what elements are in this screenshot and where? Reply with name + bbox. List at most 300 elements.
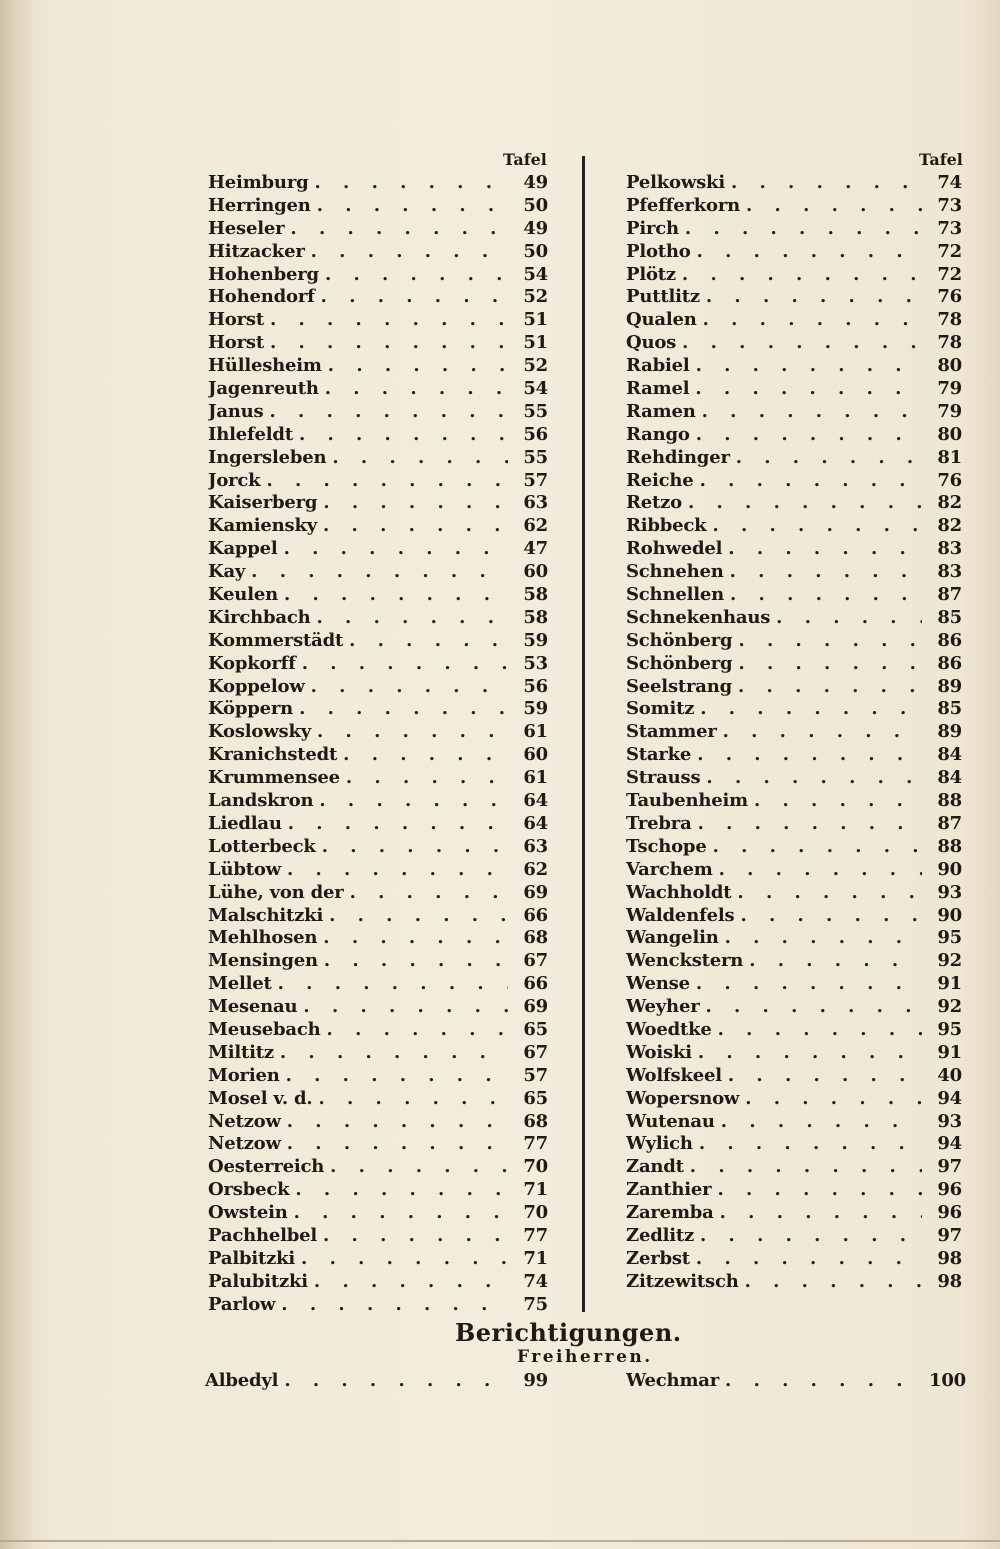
index-entry: [208, 721, 548, 744]
entry-name: Mehlhosen: [208, 927, 318, 949]
entry-name: Taubenheim: [626, 790, 748, 812]
leader-dots: [311, 607, 508, 630]
correction-left: [205, 1370, 548, 1393]
entry-name: Kranichstedt: [208, 744, 338, 766]
index-entry: [626, 1133, 962, 1156]
entry-page: 58: [523, 584, 548, 606]
entry-name: Schnehen: [626, 561, 724, 583]
entry-name: Meusebach: [208, 1018, 321, 1040]
leader-dots: [318, 950, 508, 973]
leader-dots: [322, 355, 508, 378]
leader-dots: [288, 1202, 508, 1225]
index-entry: [208, 950, 548, 973]
leader-dots: [317, 927, 508, 950]
entry-page: 63: [523, 835, 548, 857]
entry-page: 65: [523, 1087, 548, 1109]
index-entry: [626, 492, 962, 515]
index-entry: [626, 973, 962, 996]
entry-page: 78: [937, 332, 962, 354]
index-entry: [208, 470, 548, 493]
correction-right-name: Wechmar: [626, 1370, 720, 1391]
index-entry: [208, 195, 548, 218]
entry-name: Wachholdt: [626, 881, 732, 903]
entry-name: Pirch: [626, 217, 679, 239]
leader-dots: [324, 1156, 508, 1179]
leader-dots: [696, 401, 922, 424]
index-entry: [208, 561, 548, 584]
index-entry: [626, 698, 962, 721]
leader-dots: [700, 767, 922, 790]
entry-page: 95: [937, 1018, 962, 1040]
index-entry: [208, 1225, 548, 1248]
index-entry: [208, 813, 548, 836]
entry-name: Orsbeck: [208, 1179, 290, 1201]
leader-dots: [264, 401, 509, 424]
entry-name: Heseler: [208, 217, 285, 239]
leader-dots: [684, 1156, 922, 1179]
index-entry: [208, 309, 548, 332]
entry-name: Morien: [208, 1064, 280, 1086]
leader-dots: [337, 744, 508, 767]
entry-name: Rabiel: [626, 355, 690, 377]
entry-page: 98: [937, 1247, 962, 1269]
leader-dots: [691, 241, 922, 264]
index-entry: [626, 721, 962, 744]
entry-page: 55: [523, 446, 548, 468]
entry-page: 70: [523, 1202, 548, 1224]
index-entry: [626, 584, 962, 607]
leader-dots: [743, 950, 922, 973]
entry-name: Wense: [626, 973, 690, 995]
entry-name: Ramel: [626, 378, 690, 400]
entry-name: Tschope: [626, 835, 707, 857]
entry-page: 53: [523, 652, 548, 674]
entry-page: 71: [523, 1179, 548, 1201]
index-entry: [626, 630, 962, 653]
entry-name: Zerbst: [626, 1247, 690, 1269]
entry-page: 63: [523, 492, 548, 514]
entry-name: Plotho: [626, 240, 691, 262]
entry-page: 57: [523, 1064, 548, 1086]
entry-name: Hohenberg: [208, 263, 319, 285]
entry-name: Zedlitz: [626, 1224, 694, 1246]
entry-name: Liedlau: [208, 812, 282, 834]
entry-page: 49: [523, 172, 548, 193]
entry-name: Netzow: [208, 1110, 281, 1132]
entry-page: 79: [937, 400, 962, 422]
entry-name: Ihlefeldt: [208, 423, 293, 445]
left-column-header: Tafel: [503, 150, 547, 169]
index-entry: [626, 401, 962, 424]
index-entry: [208, 698, 548, 721]
entry-name: Schnekenhaus: [626, 606, 771, 628]
entry-name: Stammer: [626, 721, 717, 743]
entry-name: Kaiserberg: [208, 492, 318, 514]
entry-name: Lotterbeck: [208, 835, 316, 857]
entry-name: Koppelow: [208, 675, 305, 697]
entry-page: 55: [523, 400, 548, 422]
leader-dots: [305, 241, 508, 264]
index-entry: [626, 1042, 962, 1065]
entry-page: 91: [937, 973, 962, 995]
index-entry: [208, 1248, 548, 1271]
index-entry: [208, 653, 548, 676]
entry-page: 58: [523, 606, 548, 628]
leader-dots: [714, 1202, 922, 1225]
entry-name: Varchem: [626, 858, 713, 880]
index-entry: [626, 515, 962, 538]
entry-page: 98: [937, 1270, 962, 1292]
entry-name: Jagenreuth: [208, 378, 319, 400]
index-entry: [626, 927, 962, 950]
entry-page: 92: [937, 950, 962, 972]
leader-dots: [293, 698, 508, 721]
index-entry: [626, 1088, 962, 1111]
entry-page: 67: [523, 950, 548, 972]
entry-name: Starke: [626, 744, 692, 766]
index-entry: [208, 241, 548, 264]
index-entry: [626, 447, 962, 470]
leader-dots: [693, 1133, 922, 1156]
index-entry: [626, 1179, 962, 1202]
leader-dots: [326, 447, 508, 470]
entry-page: 97: [937, 1156, 962, 1178]
index-entry: [208, 744, 548, 767]
entry-page: 93: [937, 1110, 962, 1132]
leader-dots: [725, 172, 922, 195]
leader-dots: [295, 1248, 508, 1271]
entry-page: 77: [523, 1133, 548, 1155]
entry-page: 52: [523, 286, 548, 308]
entry-name: Horst: [208, 332, 264, 354]
entry-page: 84: [937, 767, 962, 789]
entry-name: Pachhelbel: [208, 1224, 318, 1246]
leader-dots: [313, 790, 508, 813]
entry-page: 87: [937, 584, 962, 606]
leader-dots: [748, 790, 922, 813]
index-entry: [626, 424, 962, 447]
index-entry: [626, 1248, 962, 1271]
entry-name: Mosel v. d.: [208, 1087, 313, 1109]
leader-dots: [308, 1271, 508, 1294]
leader-dots: [317, 515, 508, 538]
index-entry: [626, 538, 962, 561]
leader-dots: [691, 744, 922, 767]
leader-dots: [690, 973, 922, 996]
leader-dots: [312, 1088, 508, 1111]
entry-page: 61: [523, 721, 548, 743]
index-entry: [626, 470, 962, 493]
entry-page: 73: [937, 217, 962, 239]
entry-name: Waldenfels: [626, 904, 735, 926]
entry-name: Owstein: [208, 1202, 288, 1224]
entry-name: Herringen: [208, 194, 311, 216]
entry-page: 64: [523, 790, 548, 812]
index-entry: [626, 1202, 962, 1225]
leader-dots: [260, 470, 508, 493]
entry-name: Wangelin: [626, 927, 719, 949]
entry-name: Puttlitz: [626, 286, 700, 308]
index-entry: [208, 790, 548, 813]
leader-dots: [732, 676, 922, 699]
entry-name: Rango: [626, 423, 690, 445]
entry-page: 81: [937, 446, 962, 468]
leader-dots: [289, 1179, 508, 1202]
entry-page: 54: [523, 263, 548, 285]
entry-page: 72: [937, 263, 962, 285]
leader-dots: [281, 859, 508, 882]
entry-name: Parlow: [208, 1293, 276, 1315]
index-entry: [626, 561, 962, 584]
entry-page: 89: [937, 675, 962, 697]
leader-dots: [740, 195, 922, 218]
index-entry: [208, 378, 548, 401]
entry-page: 50: [523, 240, 548, 262]
entry-name: Oesterreich: [208, 1156, 325, 1178]
index-entry: [626, 241, 962, 264]
leader-dots: [692, 1042, 922, 1065]
index-entry: [208, 1042, 548, 1065]
column-divider: [582, 156, 585, 1312]
entry-page: 57: [523, 469, 548, 491]
leader-dots: [278, 1370, 508, 1393]
index-entry: [208, 355, 548, 378]
index-entry: [626, 836, 962, 859]
leader-dots: [722, 1065, 922, 1088]
leader-dots: [694, 1225, 922, 1248]
leader-dots: [323, 905, 508, 928]
leader-dots: [719, 927, 922, 950]
entry-name: Ribbeck: [626, 515, 707, 537]
leader-dots: [689, 378, 922, 401]
left-index-column: [208, 172, 548, 1317]
index-entry: [208, 264, 548, 287]
entry-name: Wopersnow: [626, 1087, 740, 1109]
leader-dots: [692, 813, 922, 836]
entry-name: Pfefferkorn: [626, 194, 741, 216]
entry-page: 56: [523, 675, 548, 697]
entry-page: 91: [937, 1041, 962, 1063]
entry-name: Landskron: [208, 790, 314, 812]
entry-name: Kirchbach: [208, 606, 311, 628]
entry-name: Woiski: [626, 1041, 692, 1063]
leader-dots: [694, 698, 922, 721]
index-entry: [626, 653, 962, 676]
entry-name: Rehdinger: [626, 446, 730, 468]
leader-dots: [676, 264, 922, 287]
entry-page: 90: [937, 858, 962, 880]
entry-name: Strauss: [626, 767, 701, 789]
book-spine-shadow: [0, 0, 32, 1549]
entry-page: 40: [937, 1064, 962, 1086]
index-entry: [626, 1271, 962, 1294]
entry-name: Ingersleben: [208, 446, 327, 468]
index-entry: [626, 195, 962, 218]
leader-dots: [309, 172, 509, 195]
entry-page: 94: [937, 1133, 962, 1155]
leader-dots: [278, 538, 508, 561]
leader-dots: [706, 515, 922, 538]
entry-name: Palbitzki: [208, 1247, 296, 1269]
entry-name: Trebra: [626, 812, 692, 834]
index-entry: [626, 286, 962, 309]
index-entry: [626, 950, 962, 973]
entry-page: 79: [937, 378, 962, 400]
entry-page: 64: [523, 812, 548, 834]
correction-left-page: 99: [523, 1370, 548, 1391]
entry-page: 60: [523, 744, 548, 766]
entry-page: 88: [937, 835, 962, 857]
leader-dots: [245, 561, 508, 584]
entry-page: 96: [937, 1179, 962, 1201]
entry-page: 68: [523, 927, 548, 949]
entry-name: Woedtke: [626, 1018, 712, 1040]
leader-dots: [315, 286, 508, 309]
leader-dots: [699, 996, 922, 1019]
index-entry: [626, 790, 962, 813]
entry-page: 74: [937, 172, 962, 193]
entry-name: Rohwedel: [626, 538, 723, 560]
leader-dots: [281, 1133, 508, 1156]
index-entry: [208, 218, 548, 241]
entry-page: 80: [937, 423, 962, 445]
entry-name: Lühe, von der: [208, 881, 344, 903]
entry-page: 95: [937, 927, 962, 949]
index-entry: [626, 767, 962, 790]
leader-dots: [274, 1042, 508, 1065]
leader-dots: [707, 836, 922, 859]
entry-page: 80: [937, 355, 962, 377]
entry-name: Reiche: [626, 469, 694, 491]
leader-dots: [340, 767, 508, 790]
entry-page: 88: [937, 790, 962, 812]
index-entry: [626, 1225, 962, 1248]
index-entry: [208, 286, 548, 309]
index-entry: [208, 1294, 548, 1317]
leader-dots: [343, 630, 508, 653]
entry-page: 83: [937, 561, 962, 583]
entry-page: 61: [523, 767, 548, 789]
entry-name: Zandt: [626, 1156, 684, 1178]
entry-name: Wenckstern: [626, 950, 744, 972]
index-entry: [208, 859, 548, 882]
leader-dots: [711, 1179, 922, 1202]
entry-name: Zitzewitsch: [626, 1270, 739, 1292]
leader-dots: [739, 1271, 922, 1294]
entry-page: 86: [937, 652, 962, 674]
right-index-column: [626, 172, 962, 1294]
index-entry: [208, 1202, 548, 1225]
index-entry: [626, 882, 962, 905]
entry-page: 65: [523, 1018, 548, 1040]
leader-dots: [676, 332, 922, 355]
entry-page: 51: [523, 332, 548, 354]
index-entry: [208, 1088, 548, 1111]
entry-page: 94: [937, 1087, 962, 1109]
leader-dots: [732, 630, 922, 653]
index-entry: [208, 1179, 548, 1202]
leader-dots: [311, 195, 508, 218]
entry-page: 84: [937, 744, 962, 766]
leader-dots: [712, 1019, 922, 1042]
index-entry: [208, 973, 548, 996]
leader-dots: [305, 676, 508, 699]
index-entry: [626, 332, 962, 355]
leader-dots: [296, 653, 508, 676]
leader-dots: [690, 1248, 922, 1271]
entry-name: Mensingen: [208, 950, 318, 972]
entry-name: Köppern: [208, 698, 294, 720]
entry-page: 87: [937, 812, 962, 834]
entry-name: Mellet: [208, 973, 272, 995]
leader-dots: [284, 218, 508, 241]
leader-dots: [724, 584, 922, 607]
entry-name: Malschitzki: [208, 904, 324, 926]
entry-name: Pelkowski: [626, 172, 725, 193]
entry-name: Wylich: [626, 1133, 693, 1155]
entry-page: 60: [523, 561, 548, 583]
entry-name: Kamiensky: [208, 515, 317, 537]
index-entry: [626, 172, 962, 195]
entry-page: 82: [937, 492, 962, 514]
leader-dots: [293, 424, 508, 447]
index-entry: [626, 378, 962, 401]
entry-page: 86: [937, 629, 962, 651]
leader-dots: [724, 561, 922, 584]
leader-dots: [282, 813, 508, 836]
index-entry: [626, 1156, 962, 1179]
index-entry: [626, 744, 962, 767]
leader-dots: [275, 1294, 508, 1317]
index-entry: [208, 1065, 548, 1088]
leader-dots: [311, 721, 508, 744]
leader-dots: [732, 653, 922, 676]
entry-name: Hitzacker: [208, 240, 305, 262]
entry-page: 82: [937, 515, 962, 537]
index-entry: [208, 1271, 548, 1294]
entry-page: 77: [523, 1224, 548, 1246]
index-entry: [208, 676, 548, 699]
index-entry: [626, 355, 962, 378]
index-entry: [208, 172, 548, 195]
entry-page: 72: [937, 240, 962, 262]
right-column-header: Tafel: [919, 150, 963, 169]
entry-page: 62: [523, 515, 548, 537]
leader-dots: [682, 492, 922, 515]
index-entry: [208, 332, 548, 355]
index-entry: [208, 1019, 548, 1042]
entry-name: Horst: [208, 309, 264, 331]
leader-dots: [731, 882, 922, 905]
entry-page: 66: [523, 973, 548, 995]
entry-page: 47: [523, 538, 548, 560]
leader-dots: [319, 378, 508, 401]
entry-page: 69: [523, 996, 548, 1018]
leader-dots: [278, 584, 508, 607]
entry-name: Kommerstädt: [208, 629, 344, 651]
leader-dots: [316, 836, 508, 859]
index-entry: [208, 882, 548, 905]
index-entry: [626, 218, 962, 241]
entry-name: Kopkorff: [208, 652, 296, 674]
entry-page: 54: [523, 378, 548, 400]
leader-dots: [717, 721, 922, 744]
index-entry: [626, 1111, 962, 1134]
entry-page: 74: [523, 1270, 548, 1292]
entry-page: 89: [937, 721, 962, 743]
entry-name: Zanthier: [626, 1179, 712, 1201]
index-entry: [208, 584, 548, 607]
